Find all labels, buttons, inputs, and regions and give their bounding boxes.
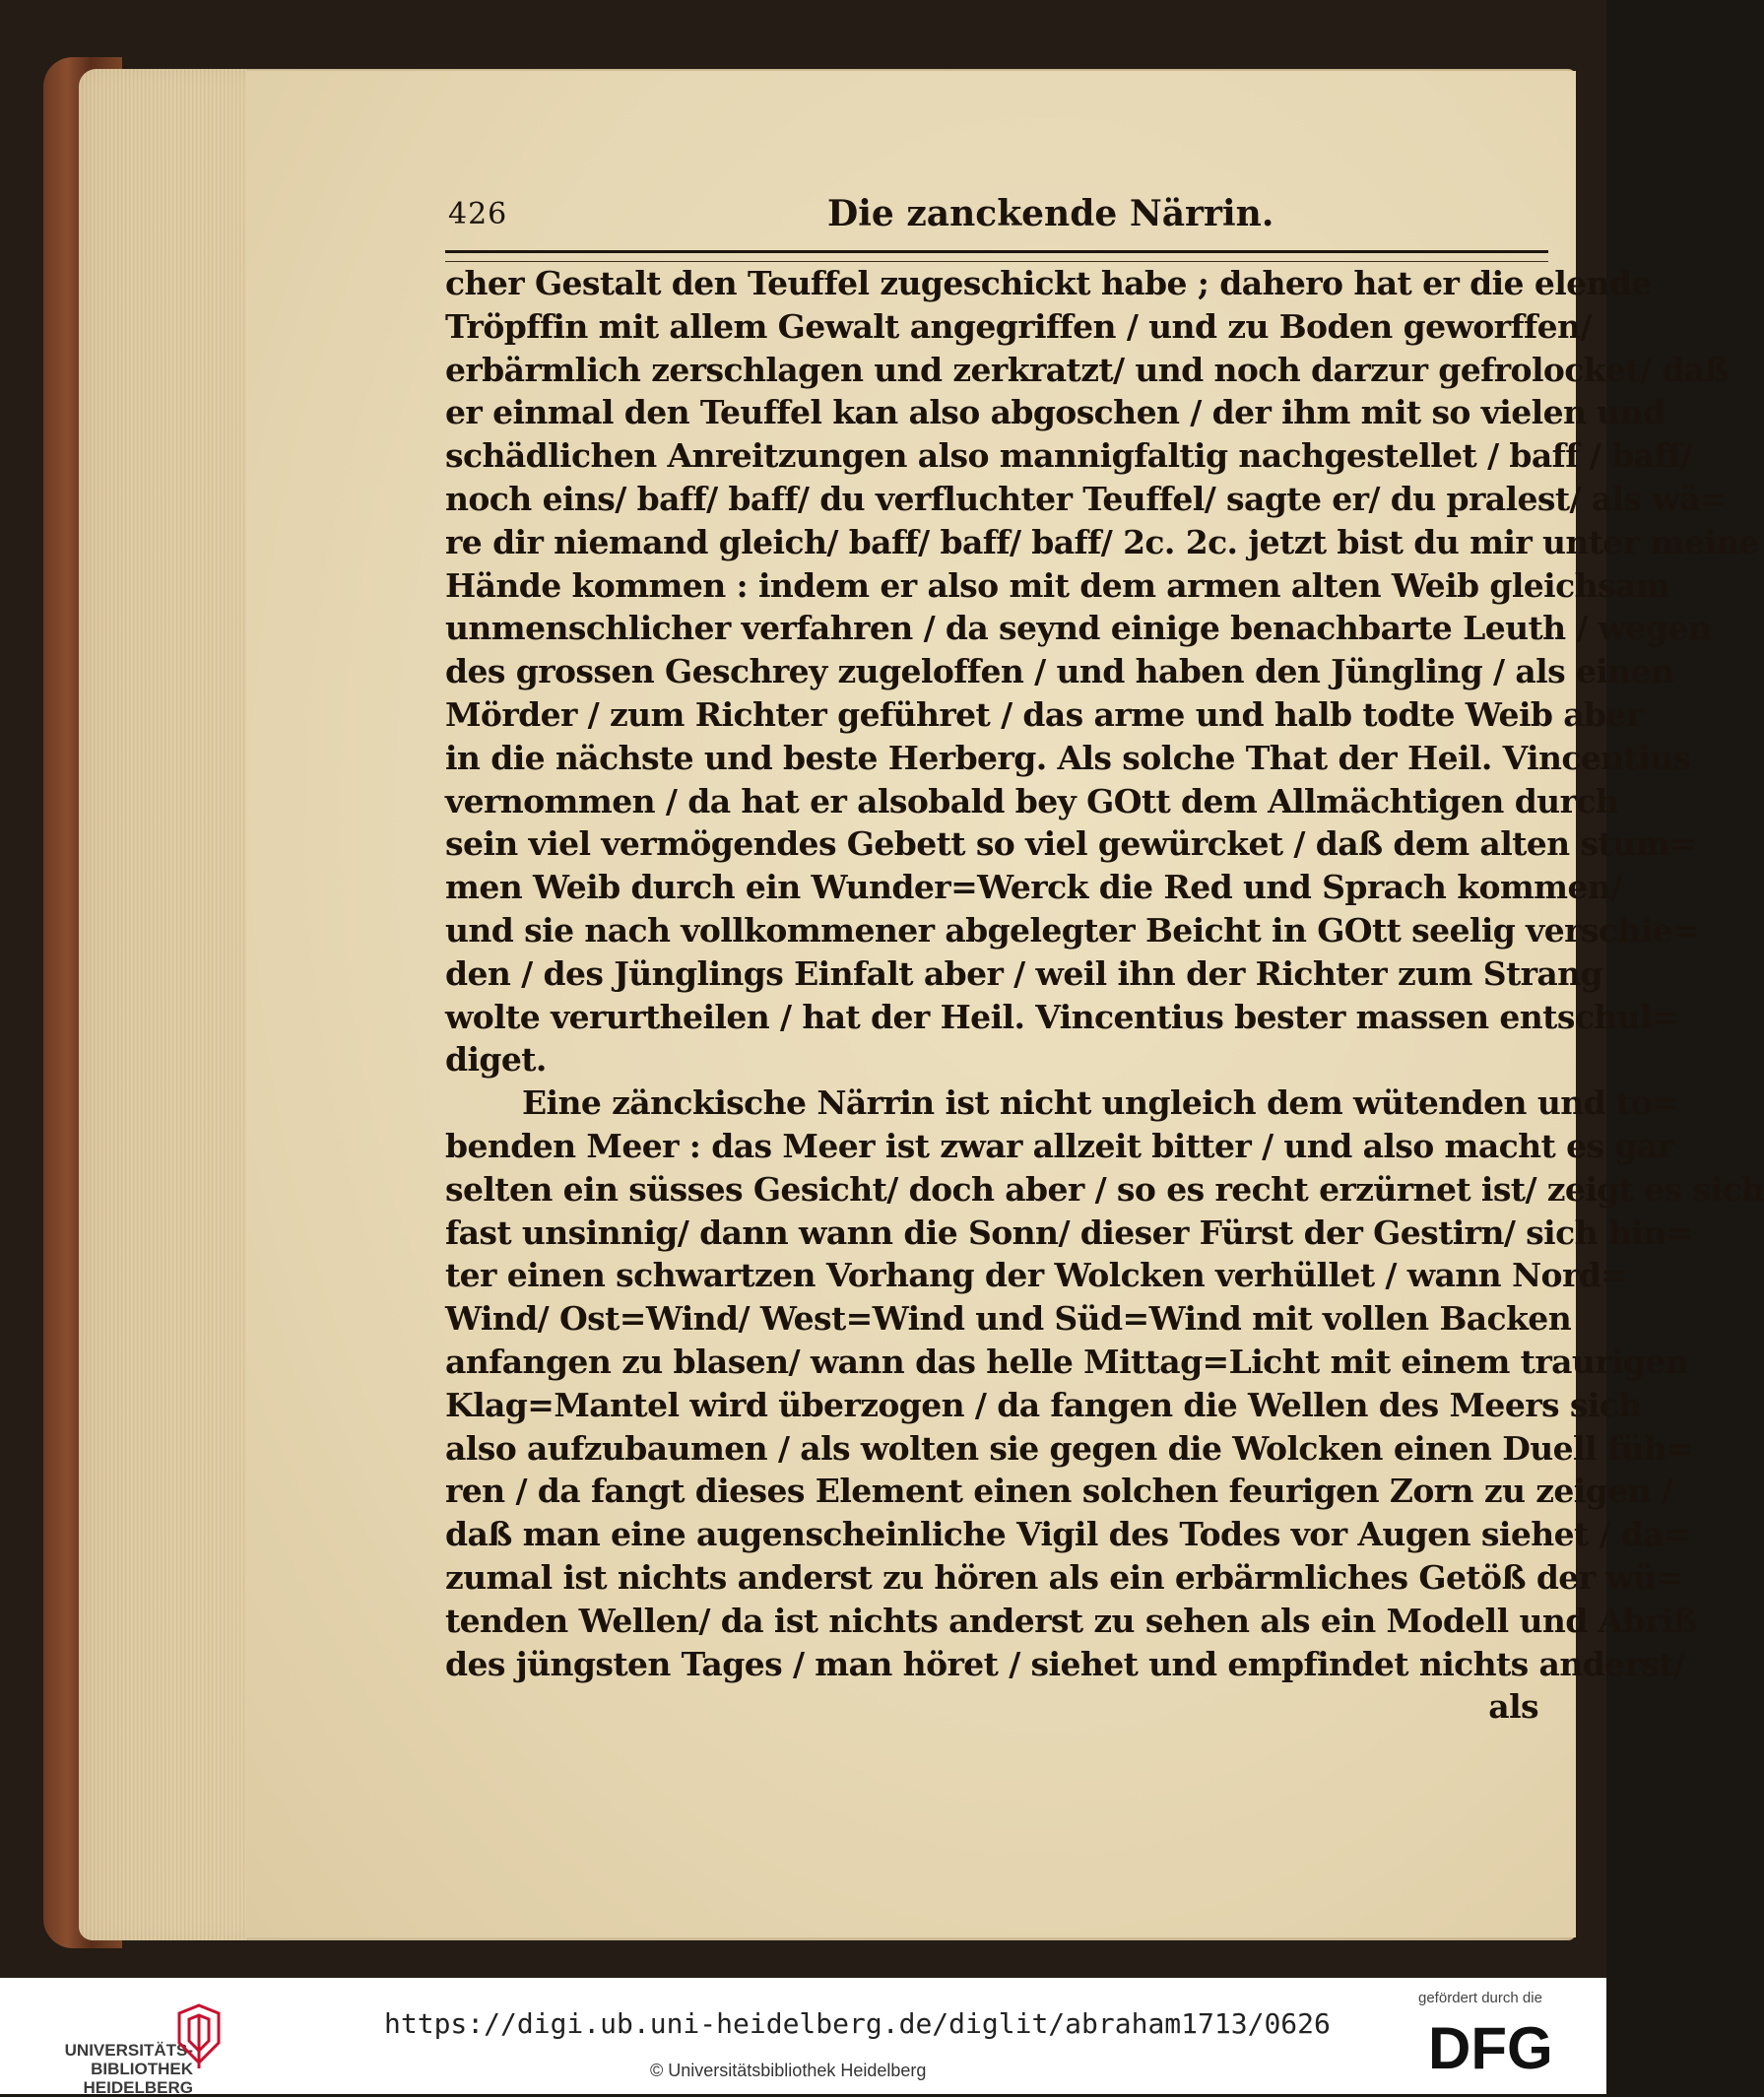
text-line: des grossen Geschrey zugeloffen / und haben den Jüngling / als einen	[445, 652, 1674, 691]
text-line: des jüngsten Tages / man höret / siehet und empfindet nichts anderst/	[445, 1644, 1685, 1683]
text-line: in die nächste und beste Herberg. Als solche That der Heil. Vincentius	[445, 738, 1691, 777]
library-name-line: HEIDELBERG	[83, 2078, 193, 2097]
header-rule	[445, 250, 1548, 262]
text-line: erbärmlich zerschlagen und zerkratzt/ und noch darzur gefrolocket/ daß	[445, 350, 1730, 389]
text-line: sein viel vermögendes Gebett so viel gewürcket / daß dem alten stum=	[445, 824, 1696, 864]
text-line: schädlichen Anreitzungen also mannigfaltig nachgestellet / baff / baff/	[445, 436, 1693, 476]
text-line: Wind/ Ost=Wind/ West=Wind und Süd=Wind mit vollen Backen	[445, 1299, 1572, 1339]
text-line: ren / da fangt dieses Element einen solchen feurigen Zorn zu zeigen /	[445, 1472, 1673, 1511]
viewer-footer	[0, 1978, 1606, 2097]
text-line: den / des Jünglings Einfalt aber / weil ihn der Richter zum Strang	[445, 953, 1603, 993]
text-line: Klag=Mantel wird überzogen / da fangen die Wellen des Meers sich	[445, 1385, 1642, 1424]
library-name	[55, 2041, 193, 2097]
text-line: diget.	[445, 1040, 547, 1080]
library-name-line: BIBLIOTHEK	[91, 2060, 193, 2078]
paragraph-start-line: Eine zänckische Närrin ist nicht ungleich dem wütenden und to=	[522, 1083, 1679, 1123]
catchword: als	[1488, 1687, 1538, 1727]
text-line: und sie nach vollkommener abgelegter Beicht in GOtt seelig verschie=	[445, 910, 1700, 950]
page-edges	[79, 69, 246, 1940]
text-line: Hände kommen : indem er also mit dem armen alten Weib gleichsam	[445, 565, 1670, 605]
text-line: men Weib durch ein Wunder=Werck die Red und Sprach kommen/	[445, 868, 1622, 907]
library-emblem-icon	[173, 2003, 225, 2070]
text-line: daß man eine augenscheinliche Vigil des Todes vor Augen siehet / da=	[445, 1515, 1691, 1554]
text-line: anfangen zu blasen/ wann das helle Mittag=Licht mit einem traurigen	[445, 1342, 1689, 1381]
page-number: 426	[448, 197, 508, 231]
text-line: ter einen schwartzen Vorhang der Wolcken verhüllet / wann Nord=	[445, 1256, 1628, 1295]
text-line: wolte verurtheilen / hat der Heil. Vincentius bester massen entschul=	[445, 997, 1679, 1036]
dfg-logo-icon[interactable]	[1426, 2015, 1574, 2081]
text-line: Tröpffin mit allem Gewalt angegriffen / und zu Boden geworffen/	[445, 306, 1592, 346]
text-line: fast unsinnig/ dann wann die Sonn/ dieser Fürst der Gestirn/ sich hin=	[445, 1212, 1693, 1252]
funding-label: gefördert durch die	[1418, 1990, 1542, 2006]
text-line: unmenschlicher verfahren / da seynd einige benachbarte Leuth / wegen	[445, 609, 1712, 648]
text-line: benden Meer : das Meer ist zwar allzeit bitter / und also macht es gar	[445, 1126, 1674, 1165]
permalink-url[interactable]: https://digi.ub.uni-heidelberg.de/diglit/abraham1713/0626	[384, 2007, 1331, 2040]
text-line: selten ein süsses Gesicht/ doch aber / so es recht erzürnet ist/ zeigt es sich	[445, 1169, 1764, 1209]
text-block	[445, 262, 1764, 1729]
running-head: Die zanckende Närrin.	[827, 193, 1274, 234]
text-line: Mörder / zum Richter geführet / das arme und halb todte Weib aber	[445, 694, 1643, 734]
library-name-line: UNIVERSITÄTS-	[64, 2041, 193, 2060]
text-line: vernommen / da hat er alsobald bey GOtt dem Allmächtigen durch	[445, 781, 1619, 820]
text-line: re dir niemand gleich/ baff/ baff/ baff/ 2c. 2c. jetzt bist du mir unter meine	[445, 522, 1759, 561]
text-line: also aufzubaumen / als wolten sie gegen die Wolcken einen Duell füh=	[445, 1428, 1694, 1468]
page-header	[443, 193, 1546, 252]
text-line: noch eins/ baff/ baff/ du verfluchter Teuffel/ sagte er/ du pralest/ als wä=	[445, 479, 1728, 518]
copyright-notice: © Universitätsbibliothek Heidelberg	[650, 2061, 927, 2080]
text-line: cher Gestalt den Teuffel zugeschickt habe ; dahero hat er die elende	[445, 264, 1652, 302]
text-line: er einmal den Teuffel kan also abgoschen / der ihm mit so vielen und	[445, 393, 1666, 432]
dfg-logo-text: DFG	[1428, 2015, 1553, 2081]
text-line: tenden Wellen/ da ist nichts anderst zu sehen als ein Modell und Abriß	[445, 1601, 1698, 1640]
text-line: zumal ist nichts anderst zu hören als ein erbärmliches Getöß der wü=	[445, 1557, 1683, 1597]
